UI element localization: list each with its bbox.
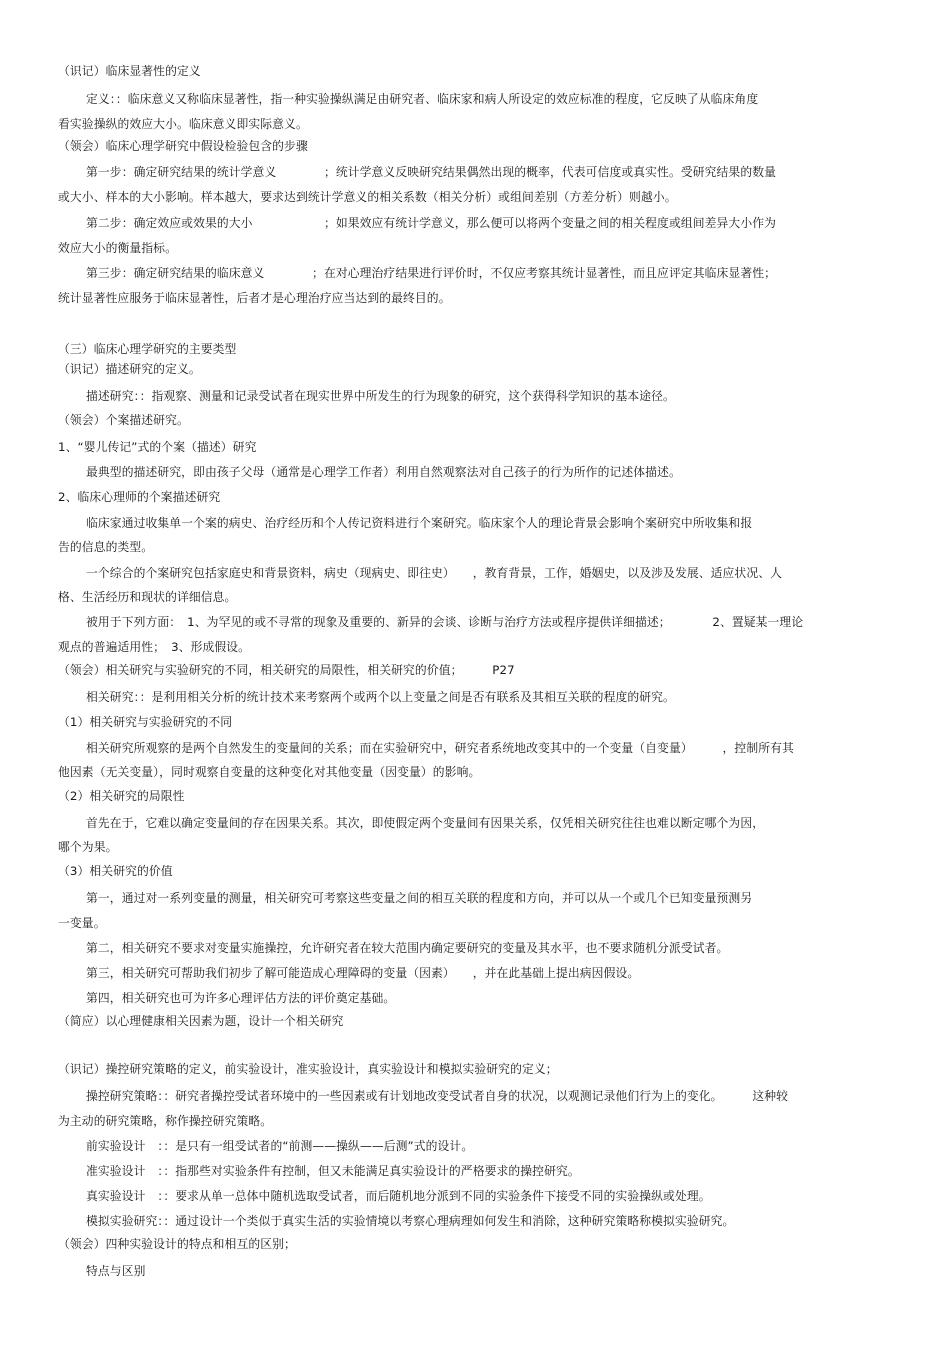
heading-hypothesis-steps: （领会）临床心理学研究中假设检验包含的步骤 (58, 139, 308, 153)
subheading: 1、“婴儿传记”式的个案（描述）研究 (58, 440, 257, 454)
paragraph-line: 相关研究所观察的是两个自然发生的变量间的关系；而在实验研究中，研究者系统地改变其中的一个变量（自变量） ，控制所有其 (86, 741, 794, 755)
definition-line: 真实验设计 ：：要求从单一总体中随机选取受试者，而后随机地分派到不同的实验条件下接受不同的实验操纵或处理。 (86, 1189, 711, 1203)
paragraph-line: 第三步：确定研究结果的临床意义 ；在对心理治疗结果进行评价时，不仅应考察其统计显著性，而且应评定其临床显著性； (86, 266, 777, 280)
heading-four-designs: （领会）四种实验设计的特点和相互的区别； (58, 1237, 296, 1251)
paragraph-line: 统计显著性应服务于临床显著性，后者才是心理治疗应当达到的最终目的。 (58, 291, 451, 305)
paragraph-line: 操控研究策略：：研究者操控受试者环境中的一些因素或有计划地改变受试者自身的状况，以观测记录他们行为上的变化。 这种较 (86, 1089, 789, 1103)
paragraph-line: 临床家通过收集单一个案的病史、治疗经历和个人传记资料进行个案研究。临床家个人的理论背景会影响个案研究中所收集和报 (86, 516, 753, 530)
definition-line: 模拟实验研究：：通过设计一个类似于真实生活的实验情境以考察心理病理如何发生和消除，这种研究策略称模拟实验研究。 (86, 1214, 735, 1228)
paragraph-line: 第四，相关研究也可为许多心理评估方法的评价奠定基础。 (86, 991, 396, 1005)
definition-line: 前实验设计 ：：是只有一组受试者的“前测——操纵——后测”式的设计。 (86, 1139, 474, 1153)
paragraph-line: 第三，相关研究可帮助我们初步了解可能造成心理障碍的变量（因素） ，并在此基础上提出病因假设。 (86, 966, 640, 980)
paragraph-line: 看实验操纵的效应大小。临床意义即实际意义。 (58, 117, 308, 131)
paragraph-line: 一变量。 (58, 916, 106, 930)
paragraph-line: 第二步：确定效应或效果的大小 ；如果效应有统计学意义，那么便可以将两个变量之间的相关程度或组间差异大小作为 (86, 216, 777, 230)
paragraph-line: 告的信息的类型。 (58, 540, 154, 554)
subheading: （2）相关研究的局限性 (58, 789, 185, 803)
paragraph-line: 他因素（无关变量），同时观察自变量的这种变化对其他变量（因变量）的影响。 (58, 765, 481, 779)
paragraph-line: 首先在于，它难以确定变量间的存在因果关系。其次，即使假定两个变量间有因果关系，仅凭相关研究往往也难以断定哪个为因， (86, 816, 765, 830)
paragraph-line: 格、生活经历和现状的详细信息。 (58, 590, 237, 604)
paragraph-line: 观点的普遍适用性； 3、形成假设。 (58, 640, 251, 654)
heading-correlational-research: （领会）相关研究与实验研究的不同，相关研究的局限性，相关研究的价值； P27 (58, 663, 515, 677)
definition-line: 准实验设计 ：：指那些对实验条件有控制，但又未能满足真实验设计的严格要求的操控研究。 (86, 1164, 580, 1178)
subheading: （3）相关研究的价值 (58, 864, 173, 878)
paragraph-line: 第二，相关研究不要求对变量实施操控，允许研究者在较大范围内确定要研究的变量及其水平，也不要求随机分派受试者。 (86, 941, 729, 955)
paragraph-line: 描述研究：：指观察、测量和记录受试者在现实世界中所发生的行为现象的研究，这个获得科学知识的基本途径。 (86, 389, 675, 403)
paragraph-line: 效应大小的衡量指标。 (58, 241, 177, 255)
paragraph-line: 或大小、样本的大小影响。样本越大，要求达到统计学意义的相关系数（相关分析）或组间差别（方差分析）则越小。 (58, 190, 677, 204)
subheading: 2、临床心理师的个案描述研究 (58, 490, 221, 504)
subheading: （1）相关研究与实验研究的不同 (58, 715, 233, 729)
heading-case-study: （领会）个案描述研究。 (58, 413, 189, 427)
paragraph-line: 特点与区别 (86, 1264, 146, 1278)
section-heading: （三）临床心理学研究的主要类型 (58, 342, 237, 356)
paragraph-line: 为主动的研究策略，称作操控研究策略。 (58, 1114, 273, 1128)
paragraph-line: 哪个为果。 (58, 840, 118, 854)
paragraph-line: 最典型的描述研究，即由孩子父母（通常是心理学工作者）利用自然观察法对自己孩子的行为所作的记述体描述。 (86, 465, 681, 479)
paragraph-line: 相关研究：：是利用相关分析的统计技术来考察两个或两个以上变量之间是否有联系及其相互关联的程度的研究。 (86, 690, 675, 704)
paragraph-line: 第一，通过对一系列变量的测量，相关研究可考察这些变量之间的相互关联的程度和方向，并可以从一个或几个已知变量预测另 (86, 891, 753, 905)
heading-design-task: （简应）以心理健康相关因素为题，设计一个相关研究 (58, 1014, 344, 1028)
heading-descriptive-research: （识记）描述研究的定义。 (58, 362, 201, 376)
paragraph-line: 第一步：确定研究结果的统计学意义 ；统计学意义反映研究结果偶然出现的概率，代表可信度或真实性。受研究结果的数量 (86, 165, 777, 179)
paragraph-line: 被用于下列方面： 1、为罕见的或不寻常的现象及重要的、新异的会谈、诊断与治疗方法或程序提供详细描述； 2、置疑某一理论 (86, 615, 804, 629)
paragraph-line: 一个综合的个案研究包括家庭史和背景资料，病史（现病史、即往史） ，教育背景，工作，婚姻史，以及涉及发展、适应状况、人 (86, 566, 783, 580)
paragraph-line: 定义：：临床意义又称临床显著性，指一种实验操纵满足由研究者、临床家和病人所设定的效应标准的程度，它反映了从临床角度 (86, 92, 759, 106)
heading-clinical-significance: （识记）临床显著性的定义 (58, 64, 201, 78)
heading-manipulation-strategy: （识记）操控研究策略的定义，前实验设计，准实验设计，真实验设计和模拟实验研究的定义； (58, 1062, 558, 1076)
